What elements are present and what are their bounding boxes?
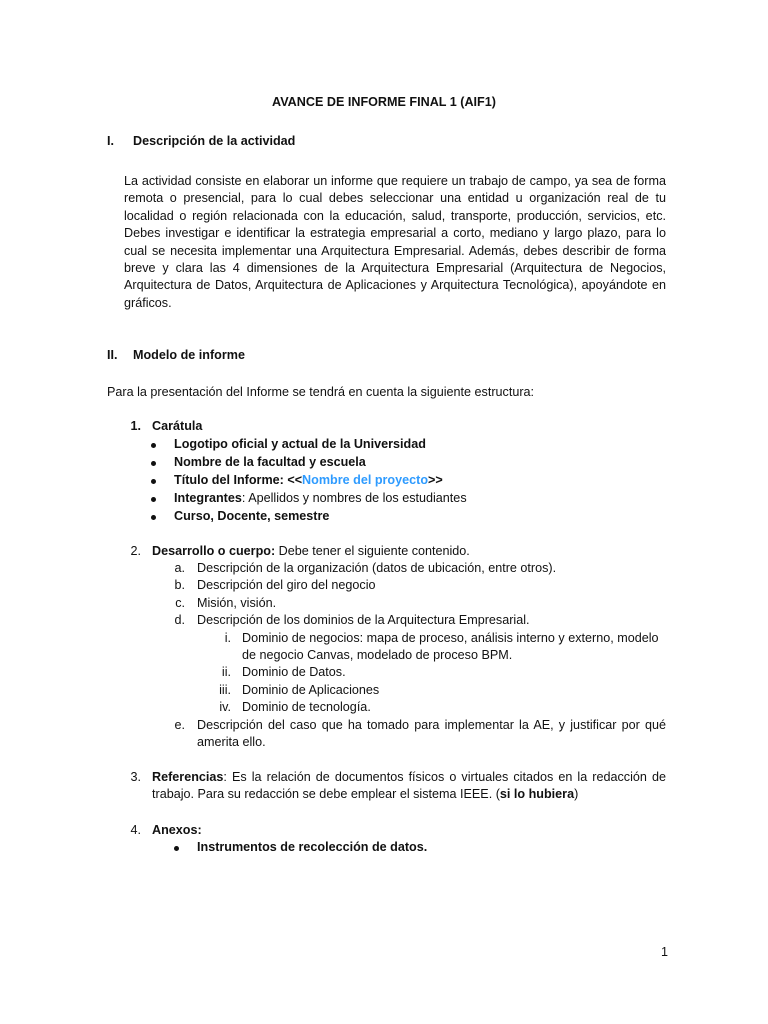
caratula-curso: Curso, Docente, semestre <box>174 509 330 523</box>
sub-d3-marker: iii. <box>219 683 231 697</box>
caratula-logo: Logotipo oficial y actual de la Universidad <box>174 437 426 451</box>
section1-paragraph: La actividad consiste en elaborar un informe que requiere un trabajo de campo, ya sea de forma remota o presencial, para lo cual debes seleccionar una entidad u organización real de tu localidad o región relacionada con la educación, salud, transporte, producción, servicios, etc. Debes investigar e identificar la estrategia empresarial a corto, mediano y largo plazo, para lo cual se necesita implementar una Arquitectura Empresarial. Además, debes describir de forma breve y clara las 4 dimensiones de la Arquitectura Empresarial (Arquitectura de Negocios, Arquitectura de Datos, Arquitectura de Aplicaciones y Arquitectura Tecnológica), apoyándote en gráficos. <box>124 174 666 310</box>
bullet-dot <box>174 846 179 851</box>
bullet-dot <box>151 443 156 448</box>
item3-paragraph <box>152 769 666 804</box>
sub-d4-text: Dominio de tecnología. <box>242 700 371 714</box>
anexos-item: Instrumentos de recolección de datos. <box>197 840 428 854</box>
section2-intro: Para la presentación del Informe se tendrá en cuenta la siguiente estructura: <box>107 385 535 399</box>
caratula-facultad: Nombre de la facultad y escuela <box>174 455 366 469</box>
item3-label: Referencias <box>152 770 224 784</box>
item4-label: Anexos: <box>152 823 202 837</box>
document-title: AVANCE DE INFORME FINAL 1 (AIF1) <box>272 95 496 109</box>
sub-d2-text: Dominio de Datos. <box>242 665 346 679</box>
section1-number: I. <box>107 134 114 148</box>
bullet-dot <box>151 461 156 466</box>
sub-c-text: Misión, visión. <box>197 596 277 610</box>
page-number: 1 <box>660 945 668 959</box>
sub-d4-marker: iv. <box>219 700 231 714</box>
item3-close: ) <box>574 787 579 802</box>
sub-d-marker: d. <box>174 613 185 627</box>
sub-e-marker: e. <box>174 718 185 732</box>
sub-a-text: Descripción de la organización (datos de ubicación, entre otros). <box>197 561 557 575</box>
titulo-suffix: >> <box>428 473 443 487</box>
bullet-dot <box>151 497 156 502</box>
bullet-dot <box>151 479 156 484</box>
titulo-prefix: Título del Informe: << <box>174 473 303 487</box>
sub-c-marker: c. <box>175 596 185 610</box>
project-name-placeholder: Nombre del proyecto <box>302 473 429 487</box>
item3-number: 3. <box>130 770 141 784</box>
item4-number: 4. <box>130 823 141 837</box>
item1-number: 1. <box>130 419 141 433</box>
integrantes-text: : Apellidos y nombres de los estudiantes <box>241 491 467 505</box>
item2-heading <box>152 543 470 560</box>
sub-b-marker: b. <box>174 578 185 592</box>
item1-label: Carátula <box>152 419 203 433</box>
sub-d1-marker: i. <box>224 631 231 645</box>
sub-b-text: Descripción del giro del negocio <box>197 578 376 592</box>
sub-d3-text: Dominio de Aplicaciones <box>242 683 380 697</box>
bullet-dot <box>151 515 156 520</box>
section2-number: II. <box>107 348 118 362</box>
item3-bold-tail: si lo hubiera <box>499 787 575 802</box>
item3-rest: : Es la relación de documentos físicos o virtuales citados en la redacción de trabajo. Para su redacción se debe emplear el sistema IEEE. ( <box>152 770 666 802</box>
sub-e-text: Descripción del caso que ha tomado para implementar la AE, y justificar por qué amerita ello. <box>197 718 666 750</box>
sub-d-text: Descripción de los dominios de la Arquitectura Empresarial. <box>197 613 530 627</box>
item2-label: Desarrollo o cuerpo: <box>152 544 276 558</box>
sub-d1-text: Dominio de negocios: mapa de proceso, análisis interno y externo, modelo de negocio Canvas, modelado de proceso BPM. <box>242 631 659 663</box>
sub-a-marker: a. <box>174 561 185 575</box>
sub-d2-marker: ii. <box>221 665 231 679</box>
caratula-integrantes <box>174 490 467 507</box>
item2-rest: Debe tener el siguiente contenido. <box>275 544 470 558</box>
section1-heading: Descripción de la actividad <box>133 134 296 148</box>
caratula-titulo <box>174 472 443 489</box>
item2-number: 2. <box>130 544 141 558</box>
section2-heading: Modelo de informe <box>133 348 245 362</box>
integrantes-label: Integrantes <box>174 491 242 505</box>
